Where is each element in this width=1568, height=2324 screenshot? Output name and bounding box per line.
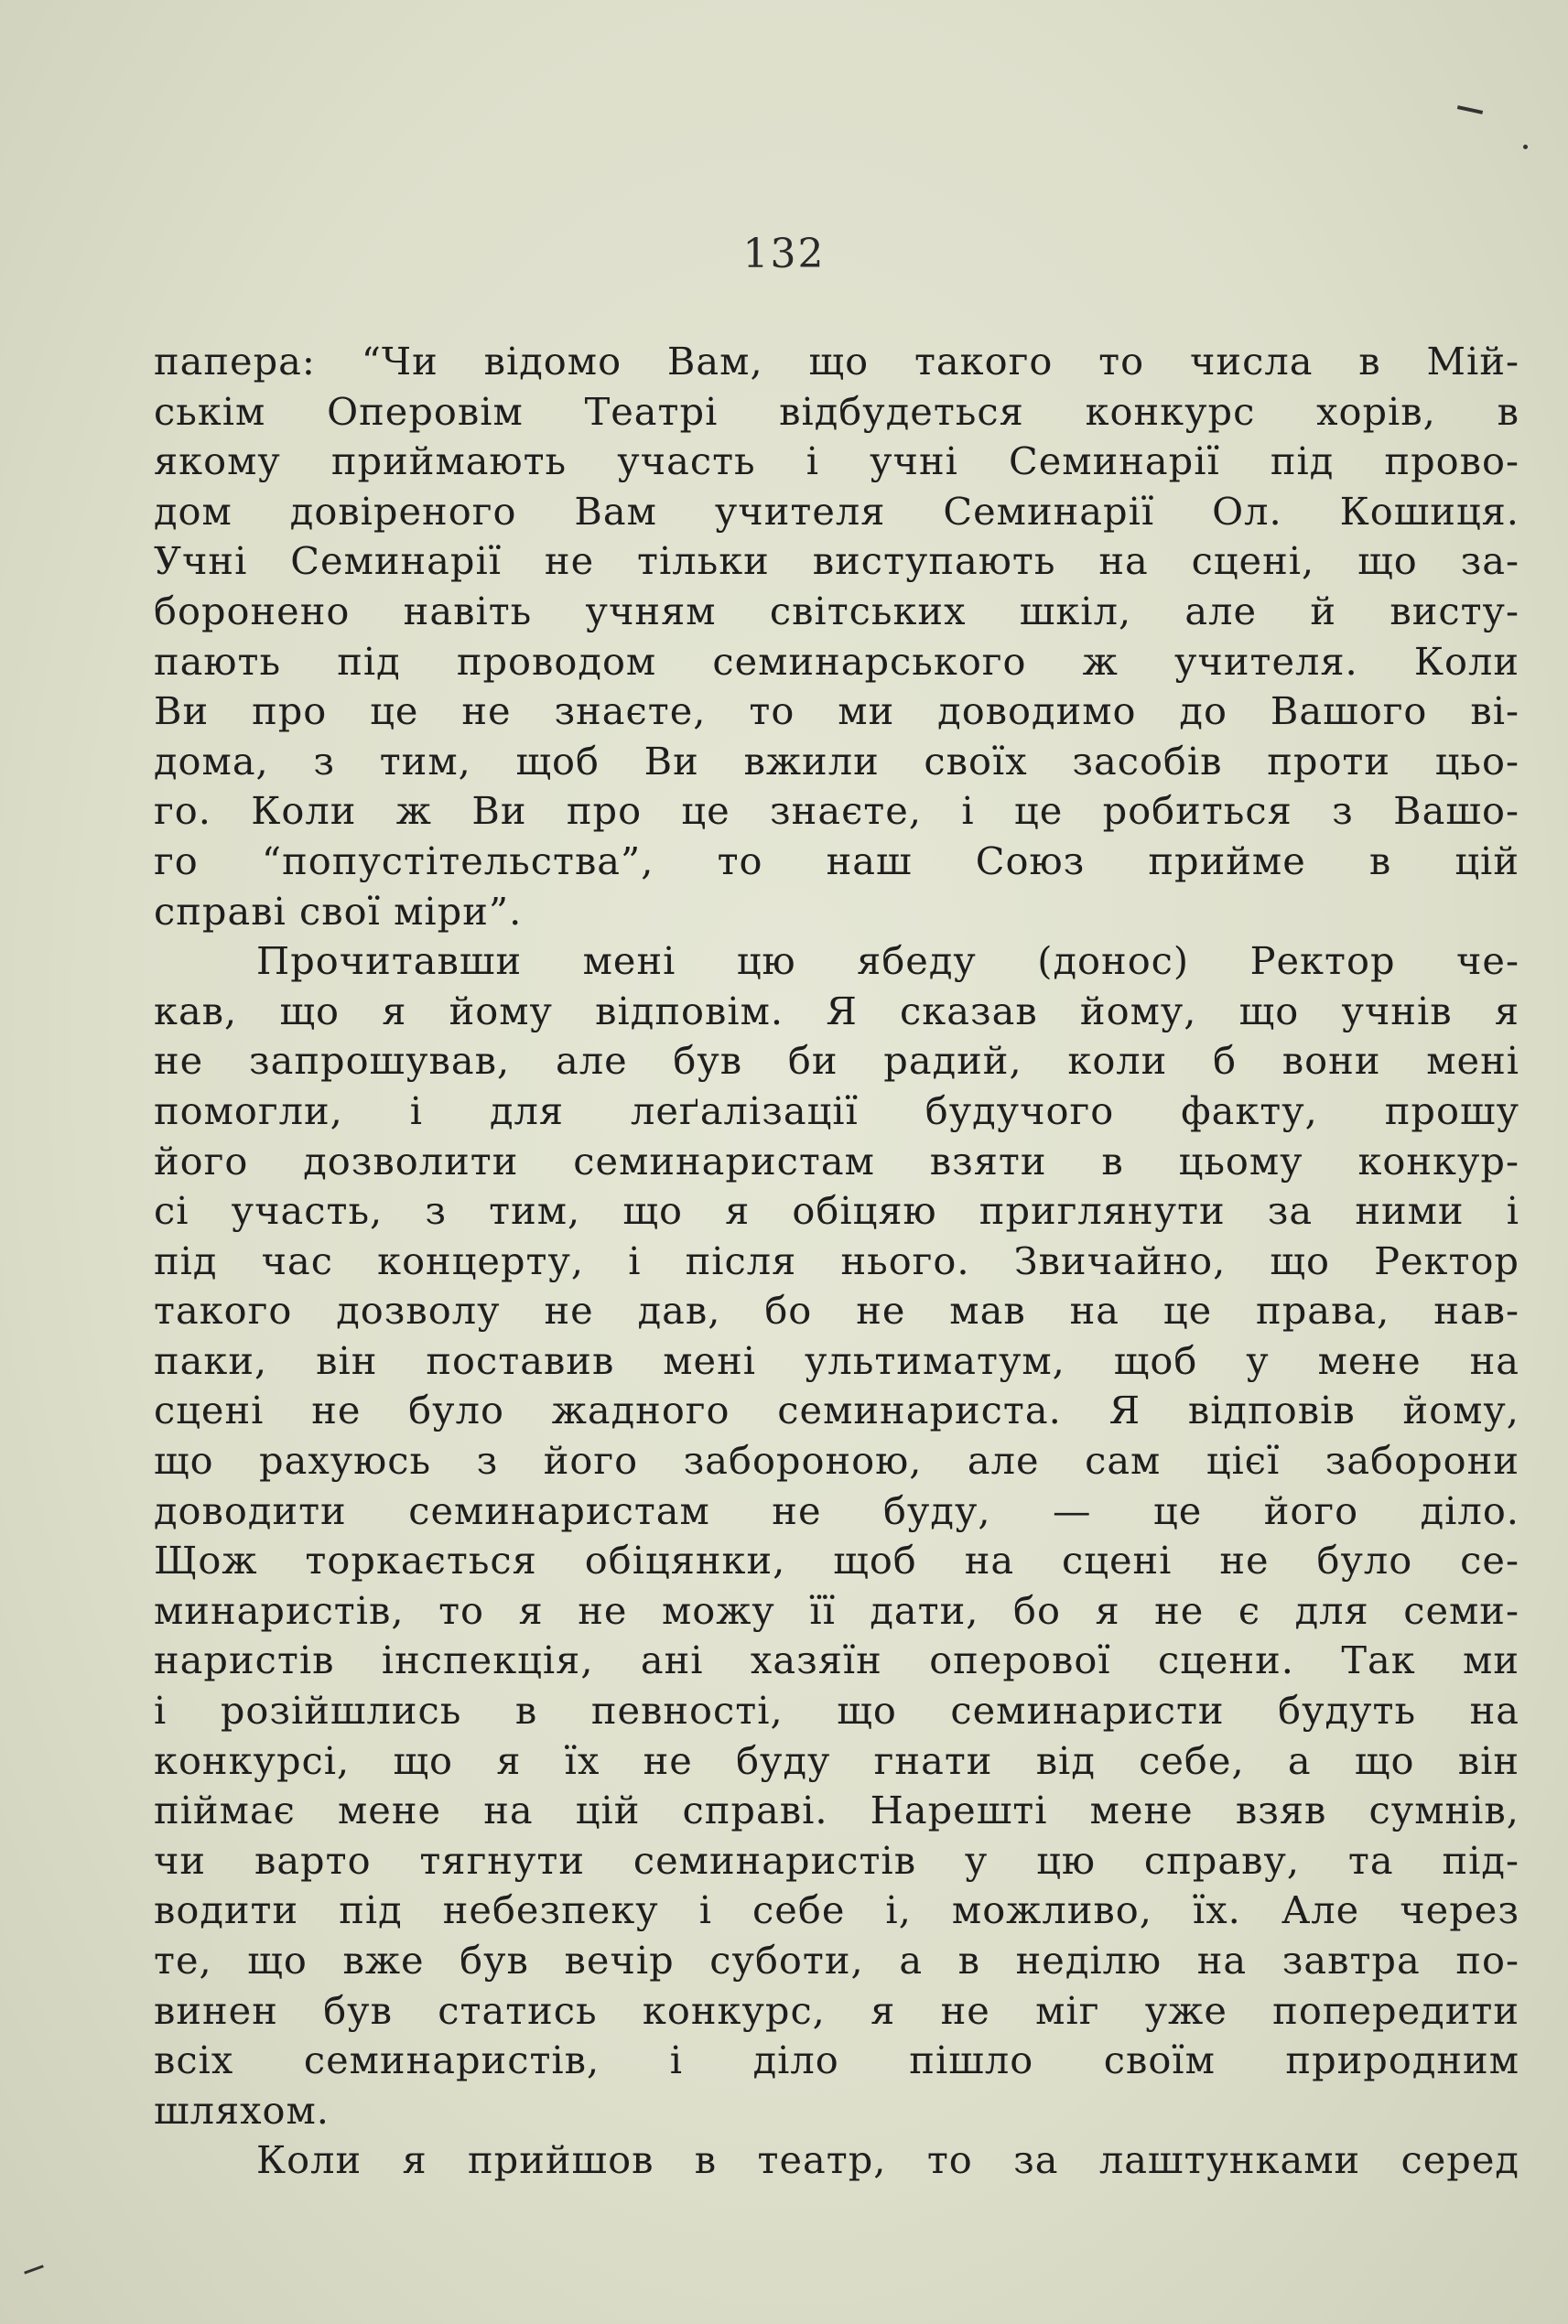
text-line: доводити семинаристам не буду, — це його діло. bbox=[154, 1487, 1519, 1533]
text-line: Ви про це не знаєте, то ми доводимо до Вашого ві- bbox=[154, 688, 1519, 734]
paragraph-start-line: Коли я прийшов в театр, то за лаштунками серед bbox=[256, 2137, 1519, 2183]
text-line: кав, що я йому відповім. Я сказав йому, що учнів я bbox=[154, 988, 1519, 1033]
text-line: дома, з тим, щоб Ви вжили своїх засобів проти цьо- bbox=[154, 738, 1519, 784]
text-line: під час концерту, і після нього. Звичайно, що Ректор bbox=[154, 1238, 1519, 1283]
text-line: Учні Семинарії не тільки виступають на сцені, що за- bbox=[154, 538, 1519, 584]
body-text bbox=[154, 337, 1519, 2186]
text-line: конкурсі, що я їх не буду гнати від себе, а що він bbox=[154, 1737, 1519, 1783]
text-line: не запрошував, але був би радий, коли б вони мені bbox=[154, 1038, 1519, 1084]
text-line: помогли, і для леґалізації будучого факту, прошу bbox=[154, 1087, 1519, 1133]
text-line: го “попустітельства”, то наш Союз прийме в цій bbox=[154, 838, 1519, 883]
text-line: водити під небезпеку і себе і, можливо, їх. Але через bbox=[154, 1887, 1519, 1933]
text-line: папера: “Чи відомо Вам, що такого то числа в Мій- bbox=[154, 339, 1519, 384]
text-line: що рахуюсь з його забороною, але сам цієї заборони bbox=[154, 1438, 1519, 1484]
scan-speck bbox=[1523, 145, 1528, 149]
text-line: його дозволити семинаристам взяти в цьому конкур- bbox=[154, 1138, 1519, 1184]
text-line: Щож торкається обіцянки, щоб на сцені не було се- bbox=[154, 1538, 1519, 1584]
text-line: шляхом. bbox=[154, 2087, 330, 2133]
page-number: 132 bbox=[742, 231, 826, 277]
text-line: ськім Оперовім Театрі відбудеться конкурс хорів, в bbox=[154, 388, 1519, 434]
text-line: пають під проводом семинарського ж учителя. Коли bbox=[154, 638, 1519, 684]
text-line: боронено навіть учням світських шкіл, але й висту- bbox=[154, 588, 1519, 633]
text-line: всіх семинаристів, і діло пішло своїм природним bbox=[154, 2038, 1519, 2083]
scan-speck bbox=[1457, 105, 1483, 114]
text-line: піймає мене на цій справі. Нарешті мене взяв сумнів, bbox=[154, 1788, 1519, 1833]
text-line: те, що вже був вечір суботи, а в неділю на завтра по- bbox=[154, 1938, 1519, 1983]
text-line: наристів інспекція, ані хазяїн оперової сцени. Так ми bbox=[154, 1638, 1519, 1683]
text-line: паки, він поставив мені ультиматум, щоб у мене на bbox=[154, 1337, 1519, 1383]
text-line: дом довіреного Вам учителя Семинарії Ол. Кошиця. bbox=[154, 488, 1519, 534]
text-line: такого дозволу не дав, бо не мав на це права, нав- bbox=[154, 1288, 1519, 1334]
paragraph-start-line: Прочитавши мені цю ябеду (донос) Ректор че- bbox=[256, 938, 1519, 984]
text-line: справі свої міри”. bbox=[154, 888, 523, 934]
text-line: сцені не було жадного семинариста. Я відповів йому, bbox=[154, 1388, 1519, 1433]
text-line: минаристів, то я не можу її дати, бо я не є для семи- bbox=[154, 1587, 1519, 1633]
text-line: винен був статись конкурс, я не міг уже попередити bbox=[154, 1987, 1519, 2033]
text-line: чи варто тягнути семинаристів у цю справу, та під- bbox=[154, 1837, 1519, 1883]
text-line: го. Коли ж Ви про це знаєте, і це робиться з Вашо- bbox=[154, 788, 1519, 834]
text-line: сі участь, з тим, що я обіцяю приглянути за ними і bbox=[154, 1188, 1519, 1234]
text-line: і розійшлись в певності, що семинаристи будуть на bbox=[154, 1688, 1519, 1734]
text-line: якому приймають участь і учні Семинарії під прово- bbox=[154, 438, 1519, 484]
scan-speck bbox=[24, 2265, 44, 2274]
